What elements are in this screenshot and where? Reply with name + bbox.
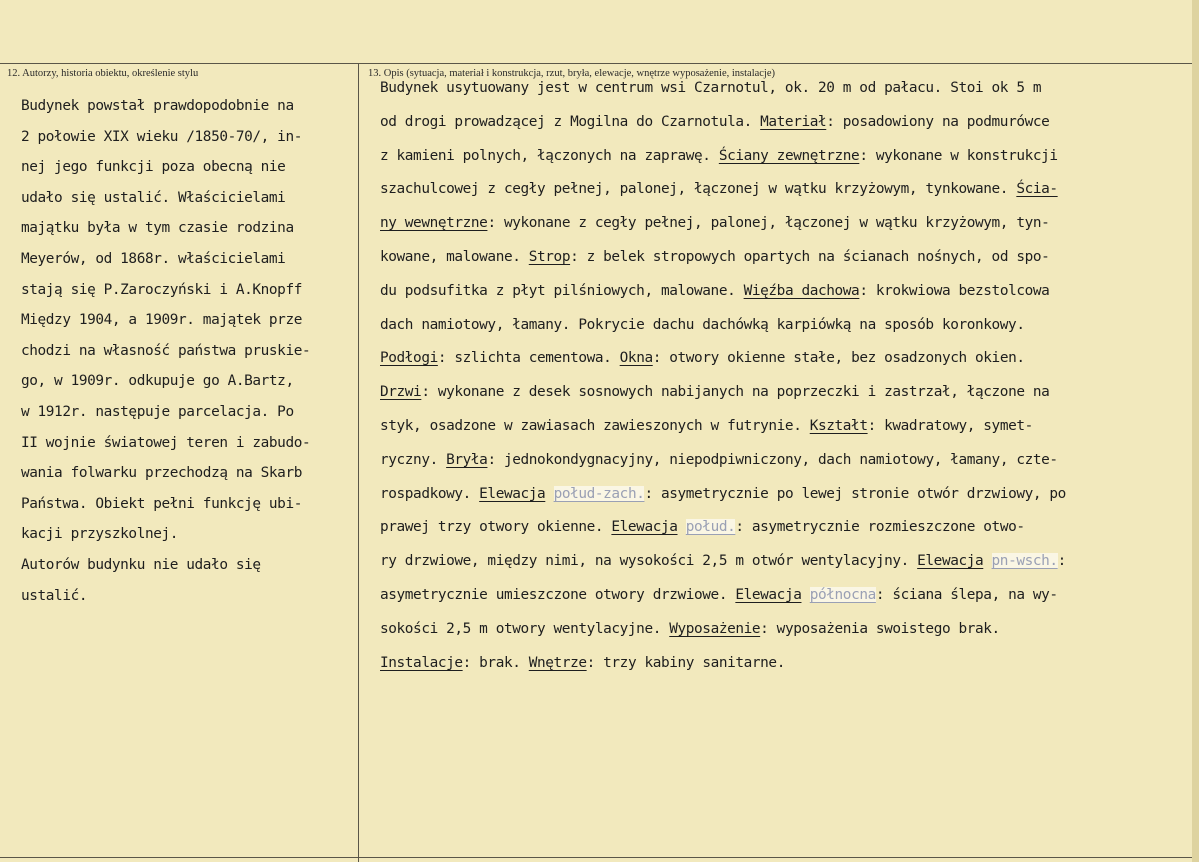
underlined-term: Kształt (809, 418, 868, 434)
description-line (380, 486, 1066, 502)
underlined-term: Wyposażenie (669, 620, 761, 637)
column-divider (358, 63, 359, 862)
text-run: : ściana ślepa, na wy- (875, 587, 1058, 603)
underlined-term: Elewacja (917, 553, 984, 570)
underlined-term: Wnętrze (528, 654, 587, 671)
text-run: styk, osadzone w zawiasach zawieszonych w futrynie. (380, 418, 810, 434)
text-run: : krokwiowa bezstolcowa (859, 282, 1050, 299)
corrected-term: połud-zach. (553, 485, 645, 502)
text-run: asymetrycznie umieszczone otwory drzwiowe. (380, 587, 736, 603)
text-run: kowane, malowane. (380, 249, 529, 265)
underlined-term: Drzwi (380, 384, 422, 401)
text-run: : otwory okienne stałe, bez osadzonych okien. (652, 350, 1025, 367)
corrected-term: północna (809, 587, 876, 603)
text-run: : jednokondygnacyjny, niepodpiwniczony, dach namiotowy, łamany, czte- (487, 451, 1058, 468)
description-line (380, 418, 1033, 434)
history-line: Budynek powstał prawdopodobnie na (21, 98, 294, 114)
description-line (380, 519, 1025, 535)
description-line (380, 350, 1025, 366)
corrected-term: połud. (685, 519, 736, 536)
underlined-term: Podłogi (380, 350, 438, 367)
section-13-header: 13. Opis (sytuacja, materiał i konstrukcja, rzut, bryła, elewacje, wnętrze wyposażenie, instalacje) (368, 68, 776, 79)
underlined-term: Bryła (446, 451, 488, 468)
text-run: rospadkowy. (380, 485, 480, 502)
text-run: Budynek usytuowany jest w centrum wsi Czarnotul, ok. 20 m od pałacu. Stoi ok 5 m (380, 80, 1042, 96)
description-line (380, 317, 1025, 333)
description-line (380, 384, 1049, 400)
description-line (380, 283, 1049, 299)
history-line: Autorów budynku nie udało się (21, 557, 261, 573)
text-run (678, 519, 686, 535)
description-line (380, 114, 1049, 130)
description-line (380, 553, 1066, 569)
history-line: chodzi na własność państwa pruskie- (21, 342, 311, 359)
text-run: sokości 2,5 m otwory wentylacyjne. (380, 620, 670, 637)
underlined-term: Ścia- (1016, 181, 1058, 198)
card-edge (1192, 0, 1199, 862)
history-line: udało się ustalić. Właścicielami (21, 189, 286, 206)
history-line: 2 połowie XIX wieku /1850-70/, in- (21, 128, 302, 145)
underlined-term: Strop (528, 249, 571, 265)
text-run: ry drzwiowe, między nimi, na wysokości 2,5 m otwór wentylacyjny. (380, 553, 918, 570)
underlined-term: Więźba dachowa (743, 282, 860, 299)
text-run: : brak. (462, 654, 529, 671)
description-line (380, 249, 1049, 265)
history-line: Między 1904, a 1909r. majątek prze (21, 312, 302, 329)
text-run: : posadowiony na podmurówce (826, 113, 1050, 130)
text-run: : szlichta cementowa. (437, 350, 620, 367)
text-run: ryczny. (380, 451, 447, 468)
description-line (380, 452, 1058, 468)
description-line (380, 181, 1058, 197)
underlined-term: Elewacja (479, 485, 546, 502)
history-line: nej jego funkcji poza obecną nie (21, 159, 286, 176)
text-run (545, 486, 553, 502)
text-run: prawej trzy otwory okienne. (380, 519, 612, 536)
underlined-term: Instalacje (380, 654, 463, 671)
history-line: go, w 1909r. odkupuje go A.Bartz, (21, 373, 294, 390)
text-run: : kwadratowy, symet- (867, 418, 1033, 434)
text-run: szachulcowej z cegły pełnej, palonej, łączonej w wątku krzyżowym, tynkowane. (380, 181, 1017, 198)
description-line (380, 215, 1049, 231)
description-line (380, 148, 1058, 164)
text-run (983, 553, 991, 569)
text-run: : wykonane z desek sosnowych nabijanych na poprzeczki i zastrzał, łączone na (421, 384, 1050, 401)
description-line (380, 80, 1041, 96)
text-run: dach namiotowy, łamany. Pokrycie dachu dachówką karpiówką na sposób koronkowy. (380, 316, 1025, 333)
underlined-term: Elewacja (611, 519, 678, 536)
history-line: stają się P.Zaroczyński i A.Knopff (21, 281, 302, 298)
description-line (380, 621, 1000, 637)
text-run: : z belek stropowych opartych na ścianach nośnych, od spo- (570, 249, 1050, 265)
history-line: majątku była w tym czasie rodzina (21, 220, 294, 237)
description-line (380, 655, 785, 671)
text-run: : wyposażenia swoistego brak. (760, 620, 1000, 637)
text-run: : asymetrycznie rozmieszczone otwo- (735, 519, 1025, 536)
bottom-rule (0, 857, 1199, 858)
text-run: z kamieni polnych, łączonych na zaprawę. (380, 147, 719, 164)
description-line (380, 587, 1058, 603)
history-line: II wojnie światowej teren i zabudo- (21, 434, 311, 451)
text-run: : asymetrycznie po lewej stronie otwór drzwiowy, po (644, 485, 1066, 502)
text-run: od drogi prowadzącej z Mogilna do Czarnotula. (380, 113, 761, 130)
section-12-header: 12. Autorzy, historia obiektu, określenie stylu (7, 68, 199, 79)
history-line: wania folwarku przechodzą na Skarb (21, 465, 302, 482)
history-line: kacji przyszkolnej. (21, 526, 179, 543)
text-run: du podsufitka z płyt pilśniowych, malowane. (380, 282, 744, 299)
underlined-term: ny wewnętrzne (380, 215, 488, 232)
history-line: Państwa. Obiekt pełni funkcję ubi- (21, 495, 302, 512)
text-run: : wykonane w konstrukcji (859, 147, 1058, 164)
underlined-term: Ściany zewnętrzne (718, 147, 860, 164)
text-run: : (1057, 553, 1066, 570)
underlined-term: Elewacja (735, 587, 802, 603)
text-run: : trzy kabiny sanitarne. (586, 654, 785, 671)
text-run (801, 587, 809, 603)
underlined-term: Okna (619, 350, 653, 367)
history-line: ustalić. (21, 587, 88, 604)
corrected-term: pn-wsch. (991, 553, 1058, 570)
top-rule (0, 63, 1199, 64)
underlined-term: Materiał (760, 113, 827, 130)
text-run: : wykonane z cegły pełnej, palonej, łączonej w wątku krzyżowym, tyn- (487, 215, 1050, 232)
history-line: w 1912r. następuje parcelacja. Po (21, 404, 294, 420)
history-line: Meyerów, od 1868r. właścicielami (21, 251, 286, 267)
